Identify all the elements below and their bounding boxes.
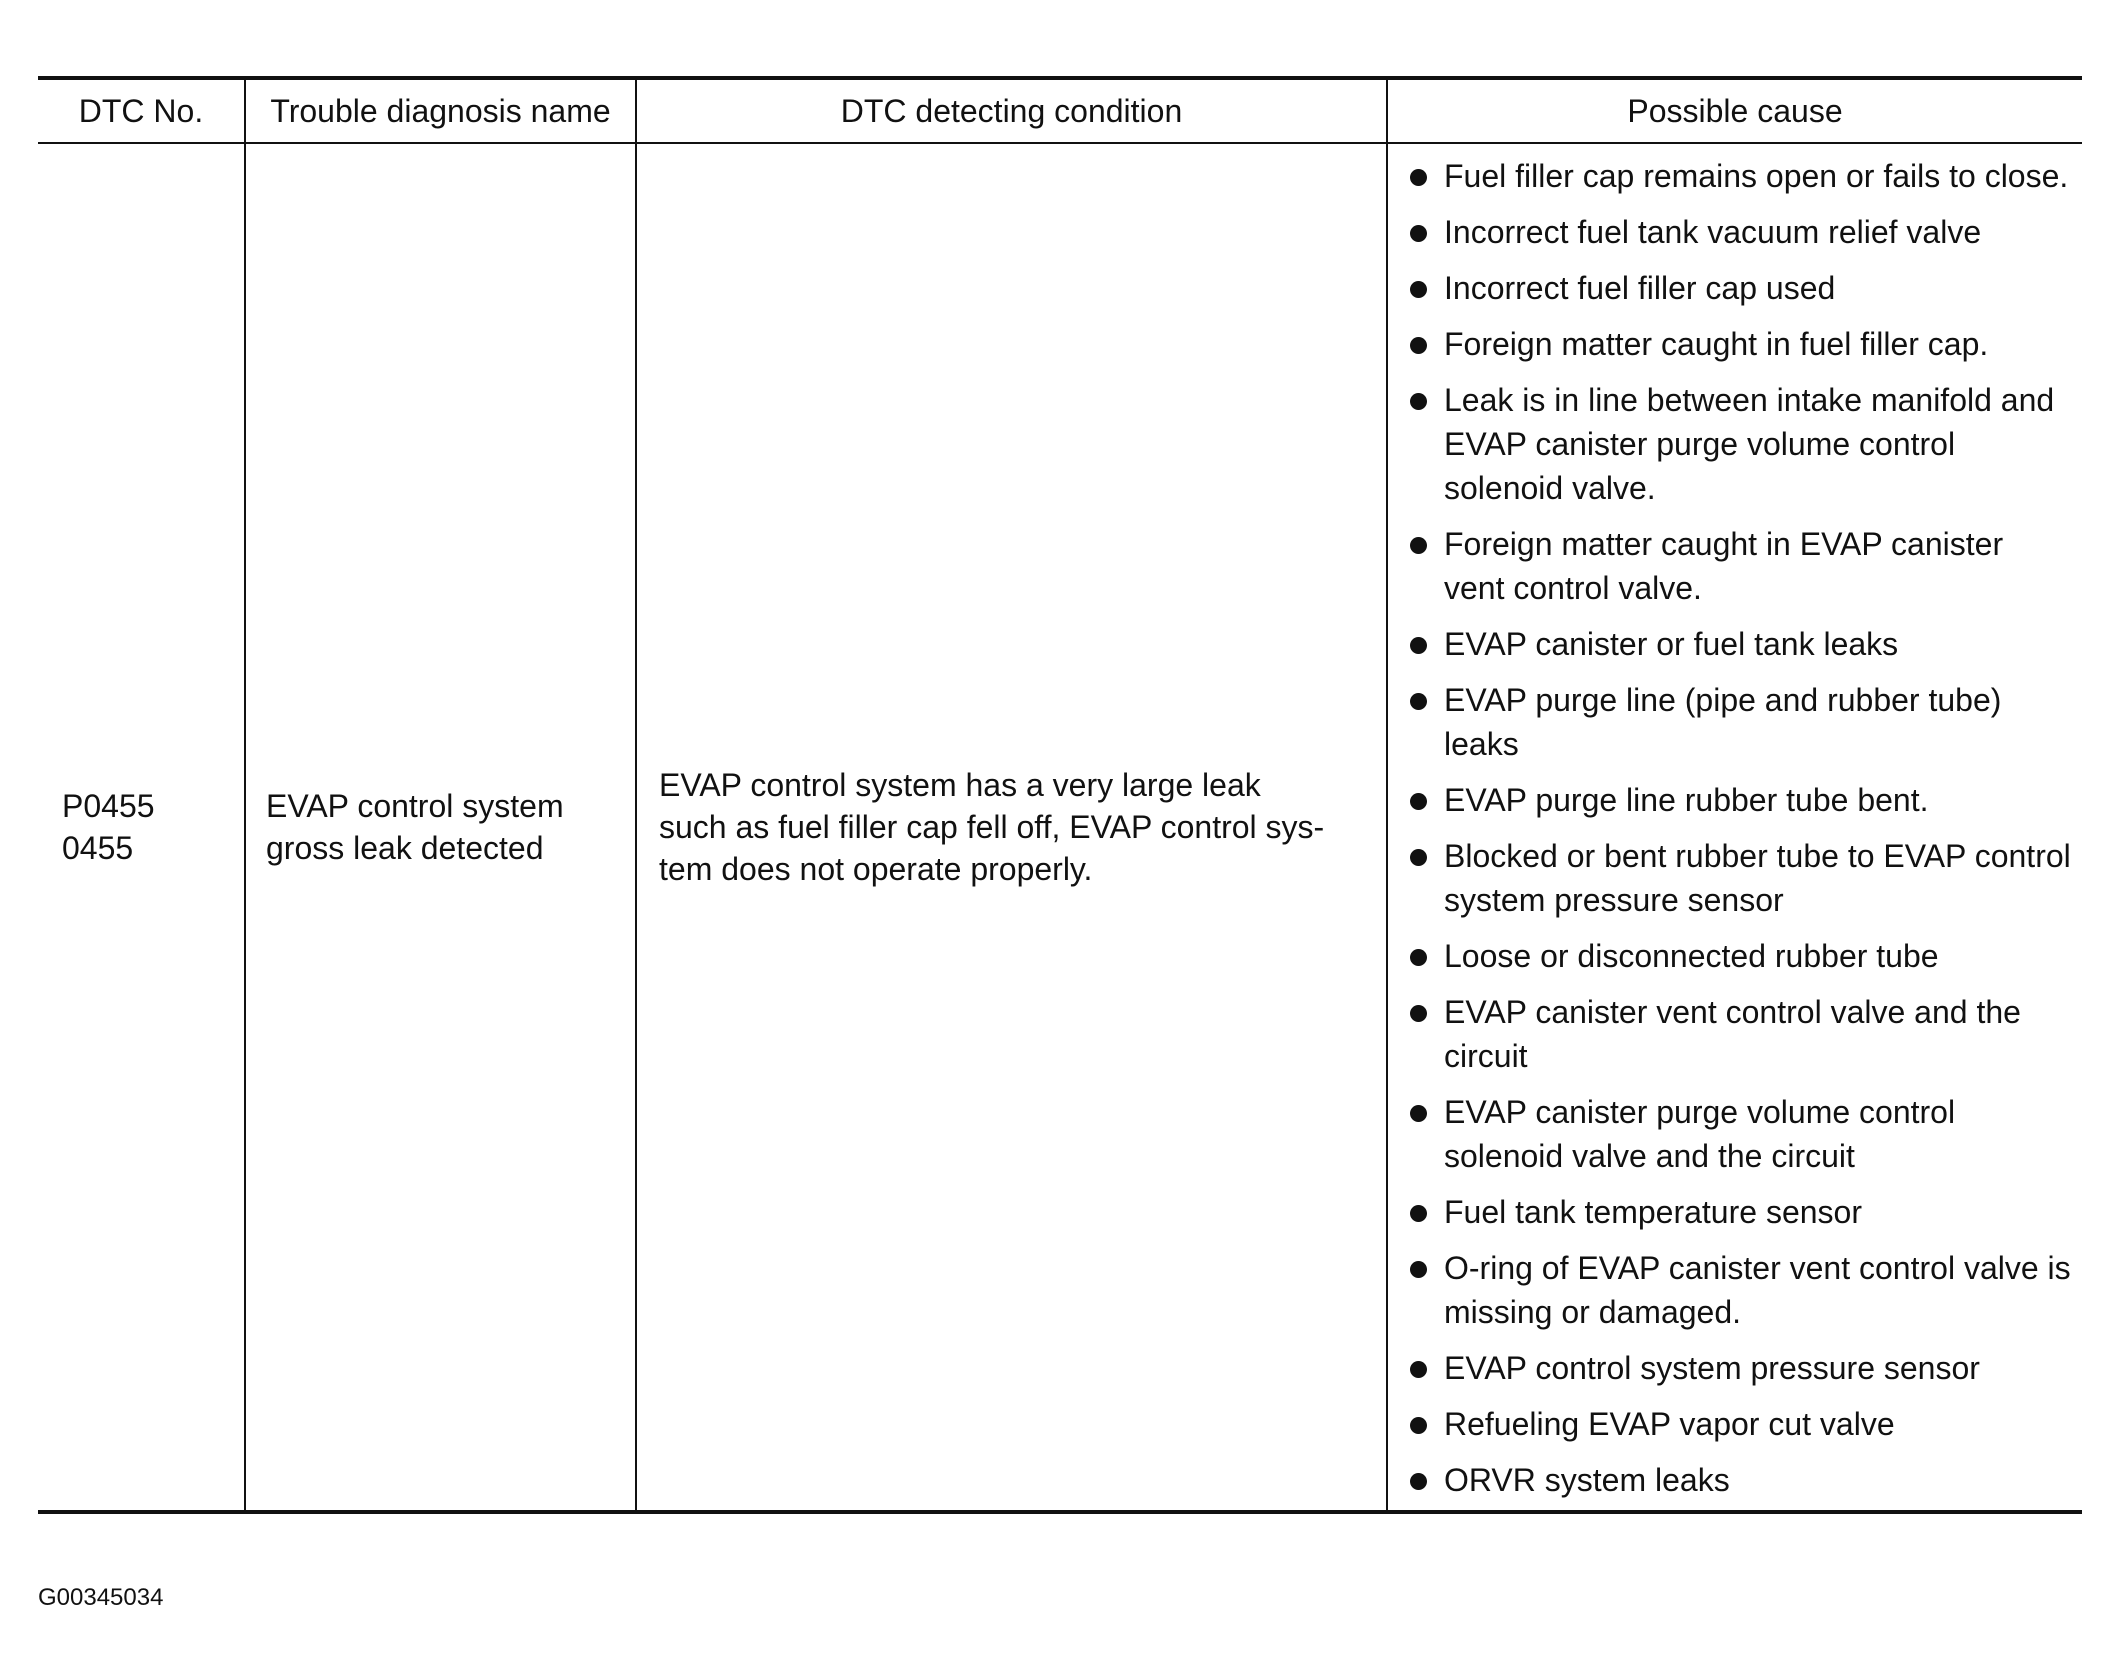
condition-line: tem does not operate properly. [659,851,1093,887]
bullet-icon [1410,1205,1427,1222]
dtc-code-alt: 0455 [62,830,134,866]
bullet-icon [1410,693,1427,710]
bullet-icon [1410,1361,1427,1378]
list-item [1408,622,2072,666]
cause-text: Loose or disconnected rubber tube [1444,938,1939,974]
list-item [1408,1090,2072,1178]
bullet-icon [1410,1105,1427,1122]
list-item [1408,934,2072,978]
bullet-icon [1410,1261,1427,1278]
cause-text: EVAP purge line (pipe and rubber tube) leaks [1444,682,2002,762]
detecting-condition-cell [636,143,1387,1512]
dtc-code: P0455 [62,788,155,824]
bullet-icon [1410,169,1427,186]
list-item [1408,210,2072,254]
cause-text: Fuel filler cap remains open or fails to close. [1444,158,2069,194]
list-item [1408,266,2072,310]
list-item [1408,1246,2072,1334]
condition-line: such as fuel filler cap fell off, EVAP control sys- [659,809,1325,845]
list-item [1408,522,2072,610]
condition-line: EVAP control system has a very large leak [659,767,1261,803]
cause-text: EVAP canister vent control valve and the circuit [1444,994,2021,1074]
dtc-table [38,76,2082,1514]
cause-text: Blocked or bent rubber tube to EVAP control system pressure sensor [1444,838,2071,918]
header-possible-cause: Possible cause [1387,78,2082,143]
cause-text: Refueling EVAP vapor cut valve [1444,1406,1895,1442]
list-item [1408,1190,2072,1234]
bullet-icon [1410,793,1427,810]
list-item [1408,1458,2072,1502]
list-item [1408,778,2072,822]
bullet-icon [1410,1417,1427,1434]
cause-text: Foreign matter caught in EVAP canister vent control valve. [1444,526,2004,606]
cause-text: EVAP canister purge volume control solenoid valve and the circuit [1444,1094,1956,1174]
dtc-number-cell [38,143,245,1512]
header-trouble-diagnosis-name: Trouble diagnosis name [245,78,636,143]
cause-text: EVAP control system pressure sensor [1444,1350,1980,1386]
bullet-icon [1410,537,1427,554]
table-header [38,78,2082,143]
bullet-icon [1410,337,1427,354]
bullet-icon [1410,1005,1427,1022]
cause-text: Leak is in line between intake manifold and EVAP canister purge volume control solenoid valve. [1444,382,2055,506]
cause-text: Incorrect fuel filler cap used [1444,270,1836,306]
header-dtc-no: DTC No. [78,92,204,129]
header-dtc-detecting-condition: DTC detecting condition [636,78,1387,143]
bullet-icon [1410,393,1427,410]
diagnosis-name-cell [245,143,636,1512]
list-item [1408,154,2072,198]
cause-text: Fuel tank temperature sensor [1444,1194,1862,1230]
bullet-icon [1410,949,1427,966]
bullet-icon [1410,849,1427,866]
list-item [1408,1402,2072,1446]
list-item [1408,1346,2072,1390]
list-item [1408,378,2072,510]
diagnosis-name-line: gross leak detected [266,830,544,866]
cause-text: EVAP purge line rubber tube bent. [1444,782,1929,818]
cause-text: EVAP canister or fuel tank leaks [1444,626,1899,662]
possible-cause-list [1408,154,2072,1502]
header-row [38,78,2082,143]
bullet-icon [1410,281,1427,298]
list-item [1408,990,2072,1078]
list-item [1408,834,2072,922]
bullet-icon [1410,637,1427,654]
cause-text: Incorrect fuel tank vacuum relief valve [1444,214,1982,250]
cause-text: O-ring of EVAP canister vent control valve is missing or damaged. [1444,1250,2071,1330]
table-row [38,143,2082,1512]
list-item [1408,322,2072,366]
bullet-icon [1410,225,1427,242]
bullet-icon [1410,1473,1427,1490]
cause-text: ORVR system leaks [1444,1462,1730,1498]
diagnosis-name-line: EVAP control system [266,788,564,824]
cause-text: Foreign matter caught in fuel filler cap. [1444,326,1989,362]
list-item [1408,678,2072,766]
possible-cause-cell [1387,143,2082,1512]
figure-id: G00345034 [38,1584,164,1611]
